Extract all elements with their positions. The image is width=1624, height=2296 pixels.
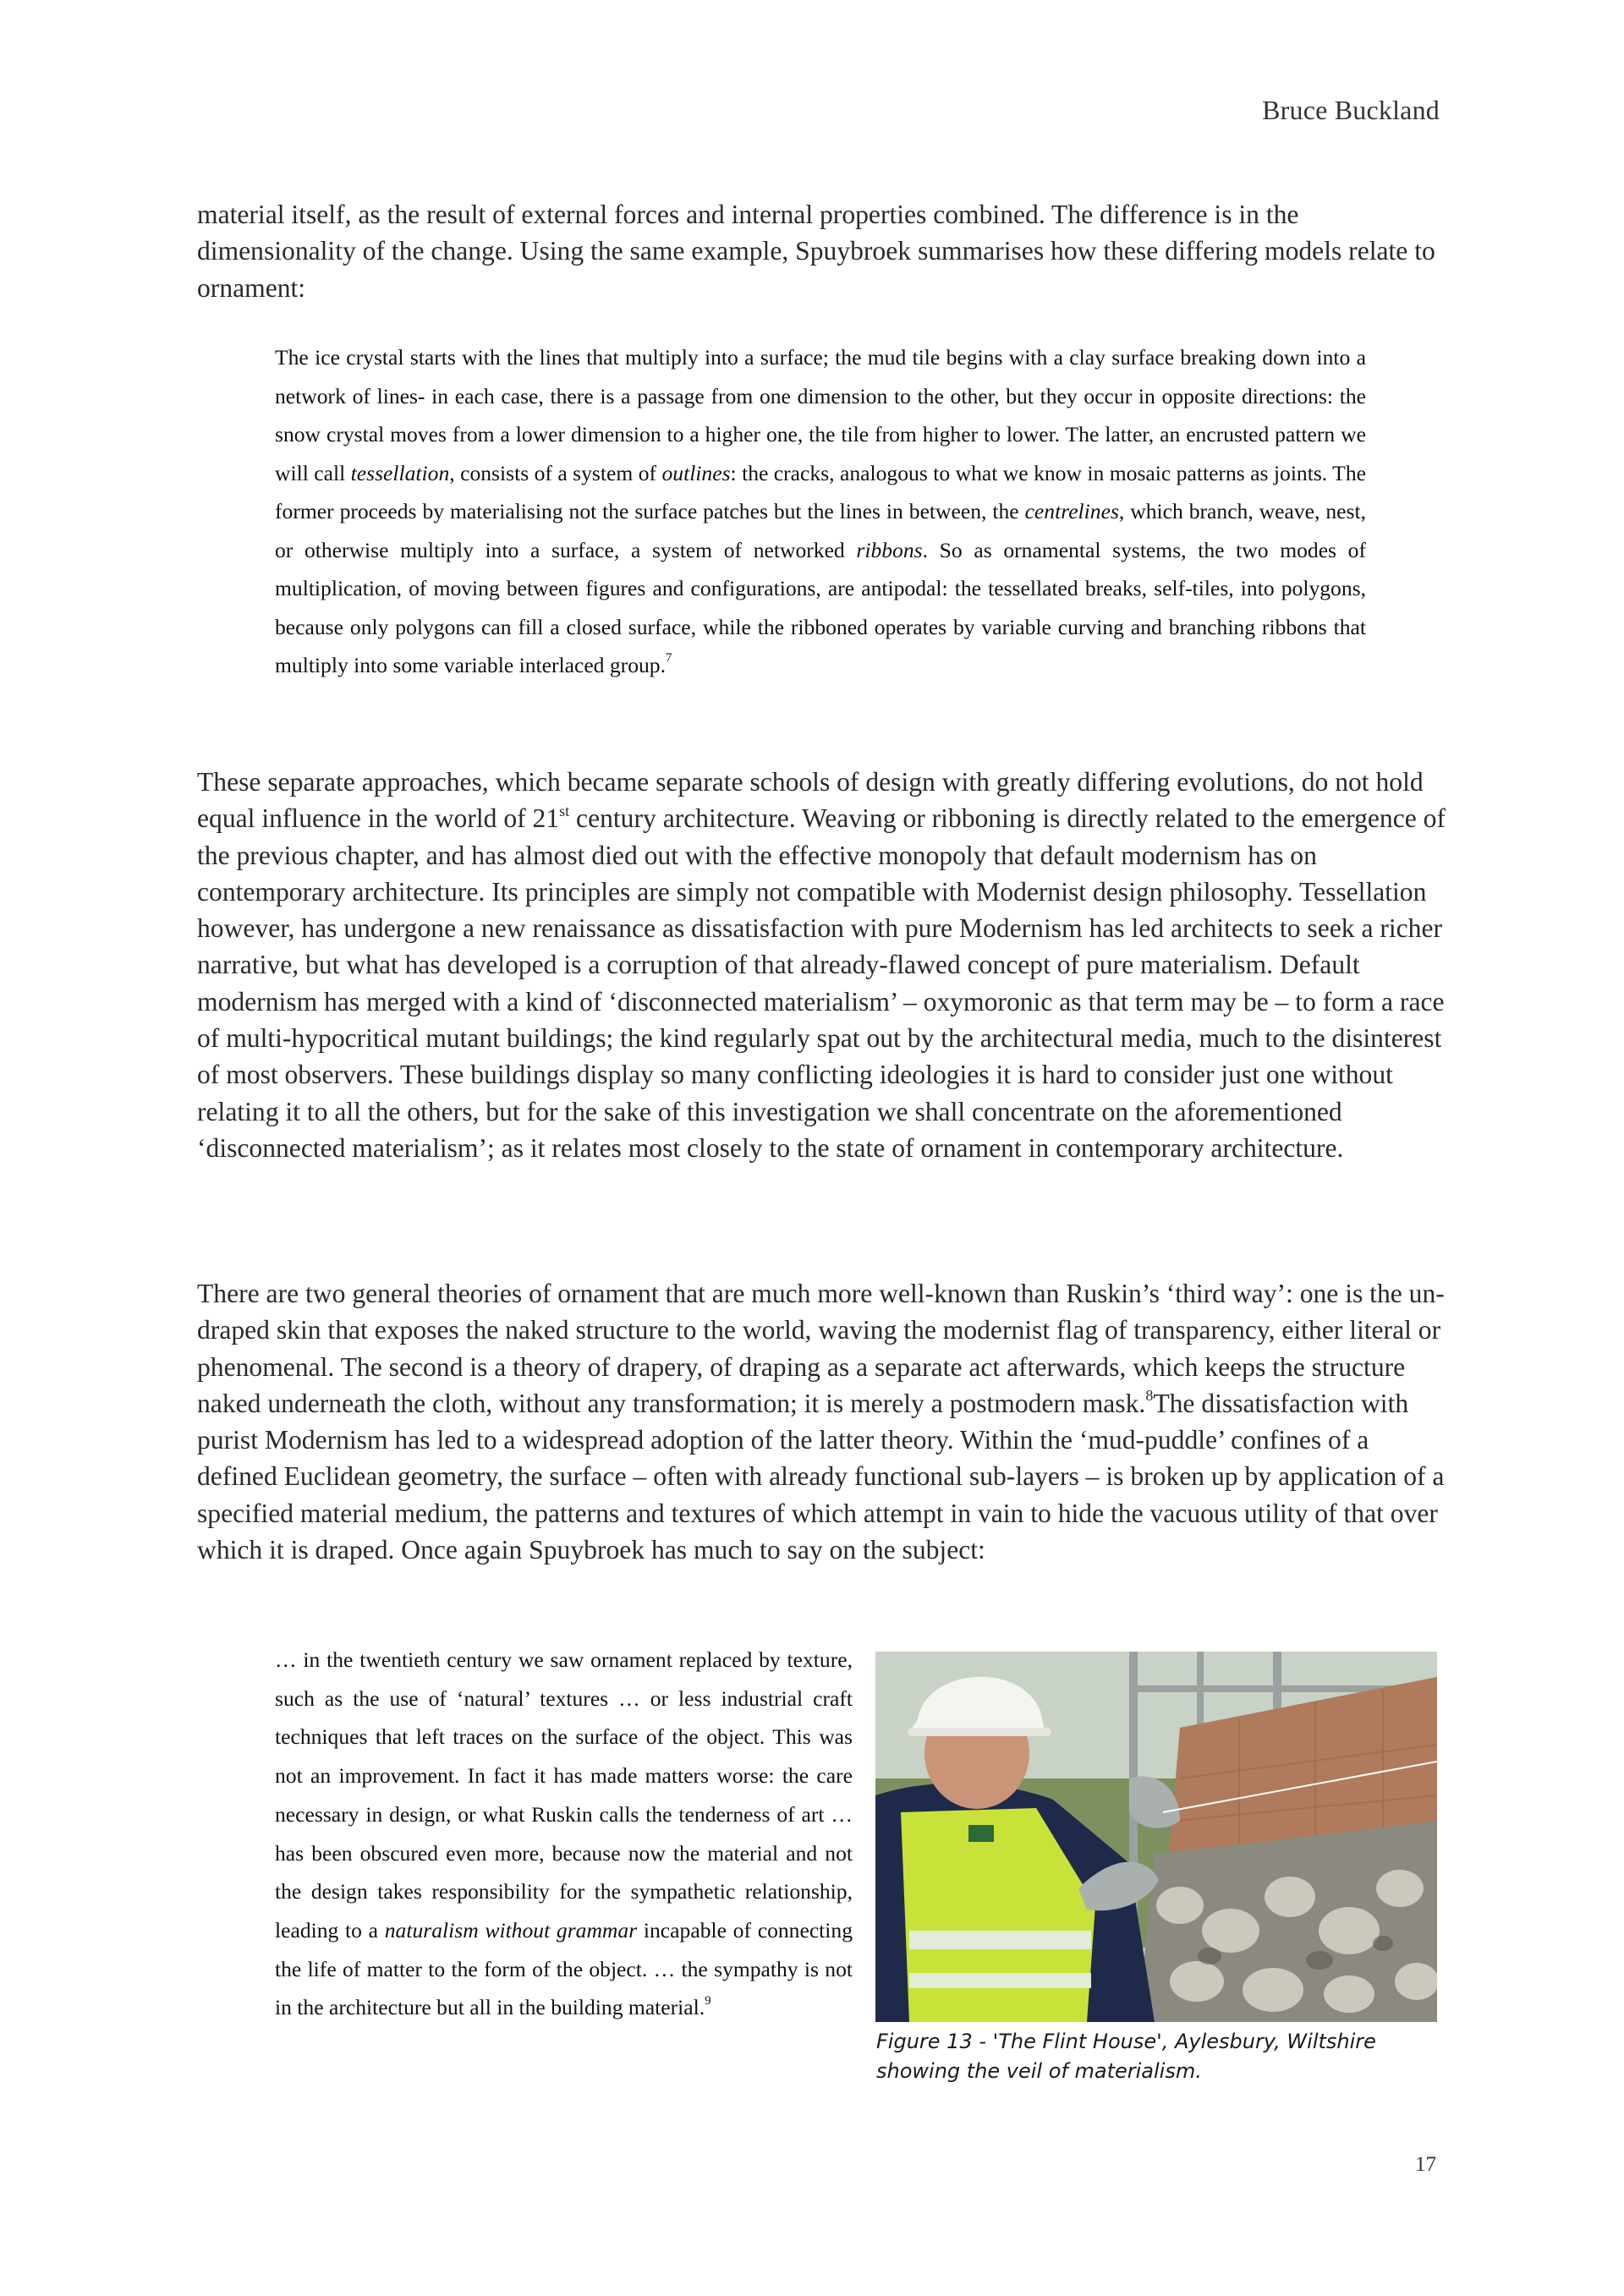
emphasis-centrelines: centrelines [1024,499,1119,523]
body-paragraph-1: material itself, as the result of external forces and internal properties combined. The difference is in the dimensionality of the change. Using the same example, Spuybroek summarises how these differing models relate to ornament: [197,200,1435,303]
emphasis-tessellation: tessellation [350,460,450,485]
figure-caption-line-2: showing the veil of materialism. [876,2059,1202,2083]
page-number: 17 [1415,2153,1436,2176]
emphasis-outlines: outlines [661,460,731,485]
footnote-ref-8: 8 [1145,1387,1154,1405]
emphasis-ribbons: ribbons [856,537,923,562]
running-header-author: Bruce Buckland [1262,95,1440,125]
footnote-ref-7: 7 [666,651,672,666]
body-paragraph-3: There are two general theories of ornament that are much more well-known than Ruskin’s ‘third way’: one is the un-draped skin that exposes the naked structure to the world, waving the modernist flag of transparency, either literal or phenomenal. The second is a theory of drapery, of draping as a separate act afterwards, which keeps the structure naked underneath the cloth, without any transformation; it is merely a postmodern mask.$^8$The dissatisfaction with purist Modernism has led to a widespread adoption of the latter theory. Within the ‘mud-puddle’ confines of a defined Euclidean geometry, the surface – often with already functional sub-layers – is broken up by application of a specified material medium, the patterns and textures of which attempt in vain to hide the vacuous utility of that over which it is draped. Once again Spuybroek has much to say on the subject: [197,1279,1445,1565]
figure-13-photo [875,1652,1437,2022]
flint-house-photo [875,1652,1437,2022]
block-quote-1: The ice crystal starts with the lines that multiply into a surface; the mud tile begins with a clay surface breaking down into a network of lines- in each case, there is a passage from one dimension to the other, but they occur in opposite directions: the snow crystal moves from a lower dimension to a higher one, the tile from higher to lower. The latter, an encrusted pattern we will call tessellation, consists of a system of outlines: the cracks, analogous to what we know in mosaic patterns as joints. The former proceeds by materialising not the surface patches but the lines in between, the centrelines, which branch, weave, nest, or otherwise multiply into a surface, a system of networked ribbons. So as ornamental systems, the two modes of multiplication, of moving between figures and configurations, are antipodal: the tessellated breaks, self-tiles, into polygons, because only polygons can fill a closed surface, while the ribboned operates by variable curving and branching ribbons that multiply into some variable interlaced group.$^7$ [275,345,1366,677]
footnote-ref-9: 9 [705,1993,711,2008]
figure-caption-line-1: Figure 13 - 'The Flint House', Aylesbury, Wiltshire [876,2030,1376,2053]
ordinal-superscript: st [559,802,570,819]
body-paragraph-2: These separate approaches, which became separate schools of design with greatly differing evolutions, do not hold equal influence in the world of 21st century architecture. Weaving or ribboning is directly related to the emergence of the previous chapter, and has almost died out with the effective monopoly that default modernism has on contemporary architecture. Its principles are simply not compatible with Modernist design philosophy. Tessellation however, has undergone a new renaissance as dissatisfaction with pure Modernism has led architects to seek a richer narrative, but what has developed is a corruption of that already-flawed concept of pure materialism. Default modernism has merged with a kind of ‘disconnected materialism’ – oxymoronic as that term may be – to form a race of multi-hypocritical mutant buildings; the kind regularly spat out by the architectural media, much to the disinterest of most observers. These buildings display so many conflicting ideologies it is hard to consider just one without relating it to all the others, but for the sake of this investigation we shall concentrate on the aforementioned ‘disconnected materialism’; as it relates most closely to the state of ornament in contemporary architecture. [197,767,1446,1163]
block-quote-2: … in the twentieth century we saw ornament replaced by texture, such as the use of ‘natural’ textures … or less industrial craft techniques that left traces on the surface of the object. This was not an improvement. In fact it has made matters worse: the care necessary in design, or what Ruskin calls the tenderness of art … has been obscured even more, because now the material and not the design takes responsibility for the sympathetic relationship, leading to a naturalism without grammar incapable of connecting the life of matter to the form of the object. … the sympathy is not in the architecture but all in the building material.$^9$ [275,1647,853,2020]
emphasis-naturalism-without-grammar: naturalism without grammar [384,1917,638,1943]
figure-caption [876,2027,1401,2086]
